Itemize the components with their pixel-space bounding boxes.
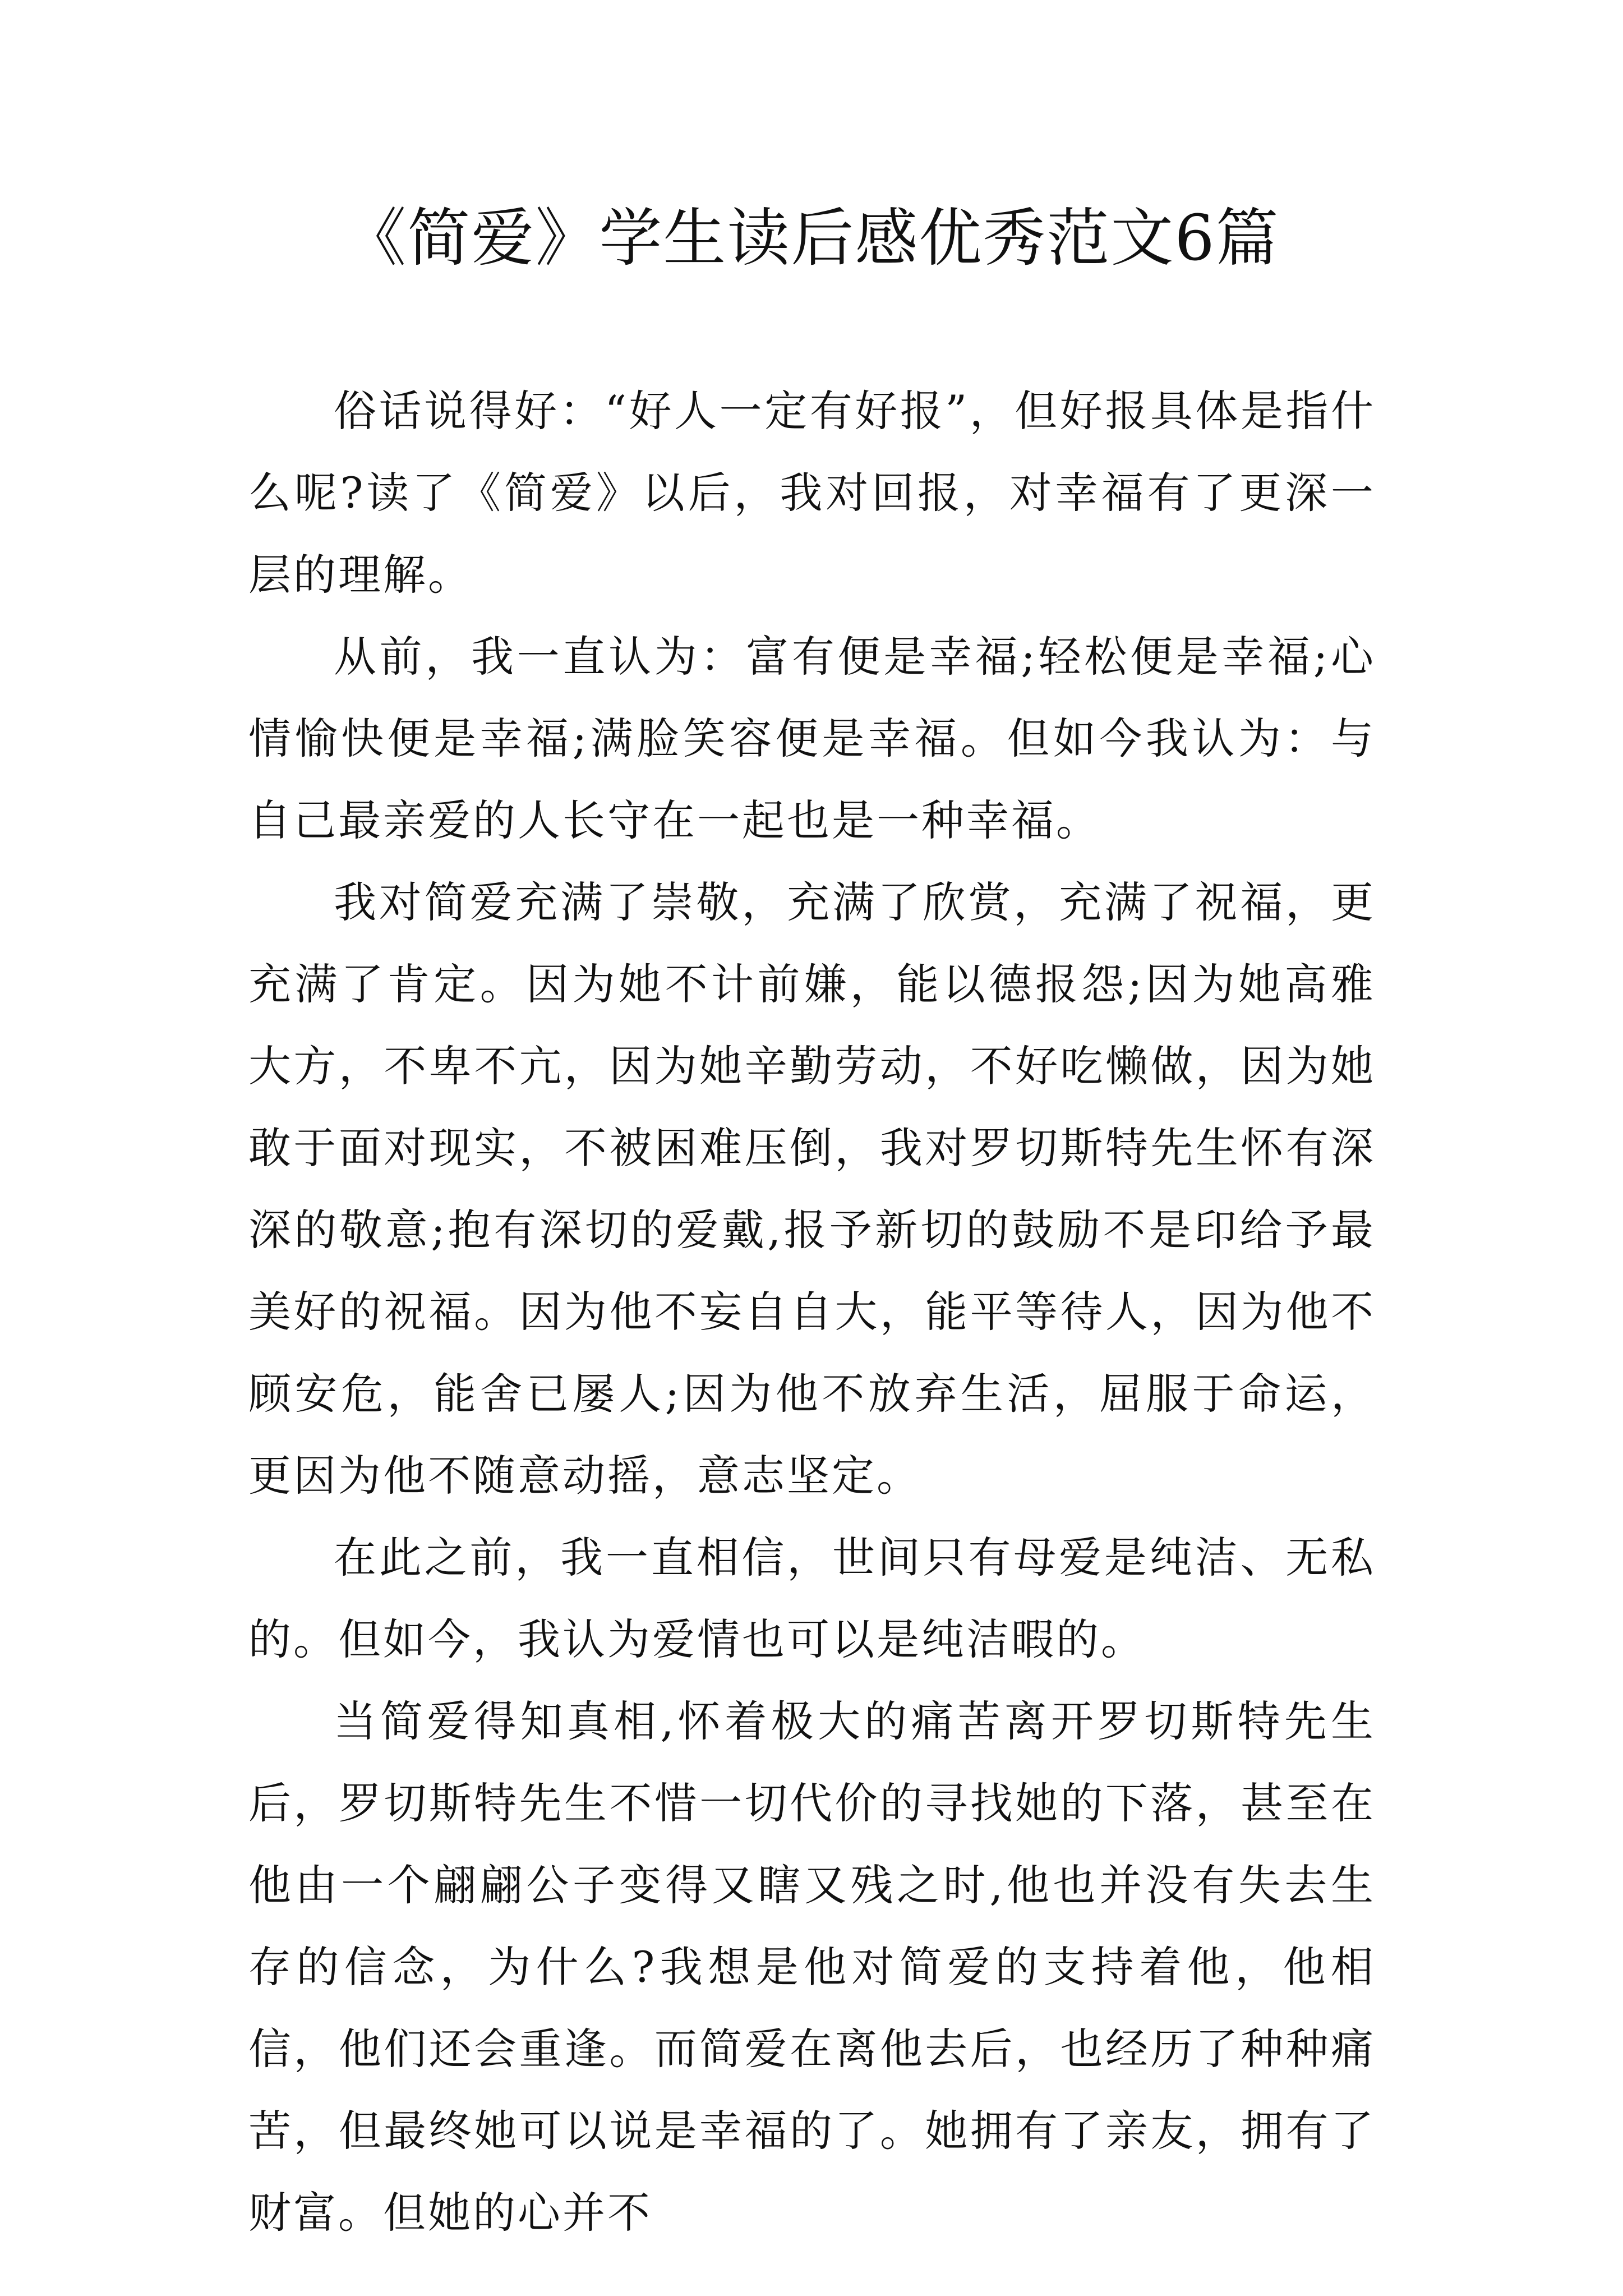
document-title: 《简爱》学生读后感优秀范文6篇 bbox=[343, 202, 1280, 275]
paragraph-5: 当简爱得知真相,怀着极大的痛苦离开罗切斯特先生后，罗切斯特先生不惜一切代价的寻找她的下落，甚至在他由一个翩翩公子变得又瞎又残之时,他也并没有失去生存的信念，为什么?我想是他对简爱的支持着他，他相信，他们还会重逢。而简爱在离他去后，也经历了种种痛苦，但最终她可以说是幸福的了。她拥有了亲友，拥有了财富。但她的心并不 bbox=[248, 1696, 1376, 2238]
document-body bbox=[248, 370, 1376, 2254]
paragraph-2: 从前，我一直认为：富有便是幸福;轻松便是幸福;心情愉快便是幸福;满脸笑容便是幸福。但如今我认为：与自己最亲爱的人长守在一起也是一种幸福。 bbox=[248, 632, 1376, 845]
paragraph-3: 我对简爱充满了崇敬，充满了欣赏，充满了祝福，更充满了肯定。因为她不计前嫌，能以德报怨;因为她高雅大方，不卑不亢，因为她辛勤劳动，不好吃懒做，因为她敢于面对现实，不被困难压倒，我对罗切斯特先生怀有深深的敬意;抱有深切的爱戴,报予新切的鼓励不是印给予最美好的祝福。因为他不妄自自大，能平等待人，因为他不顾安危，能舍已屡人;因为他不放弃生活，屈服于命运，更因为他不随意动摇，意志坚定。 bbox=[248, 877, 1376, 1501]
paragraph-4: 在此之前，我一直相信，世间只有母爱是纯洁、无私的。但如今，我认为爱情也可以是纯洁暇的。 bbox=[248, 1533, 1376, 1664]
paragraph-1: 俗话说得好：“好人一定有好报”，但好报具体是指什么呢?读了《简爱》以后，我对回报，对幸福有了更深一层的理解。 bbox=[248, 386, 1376, 600]
